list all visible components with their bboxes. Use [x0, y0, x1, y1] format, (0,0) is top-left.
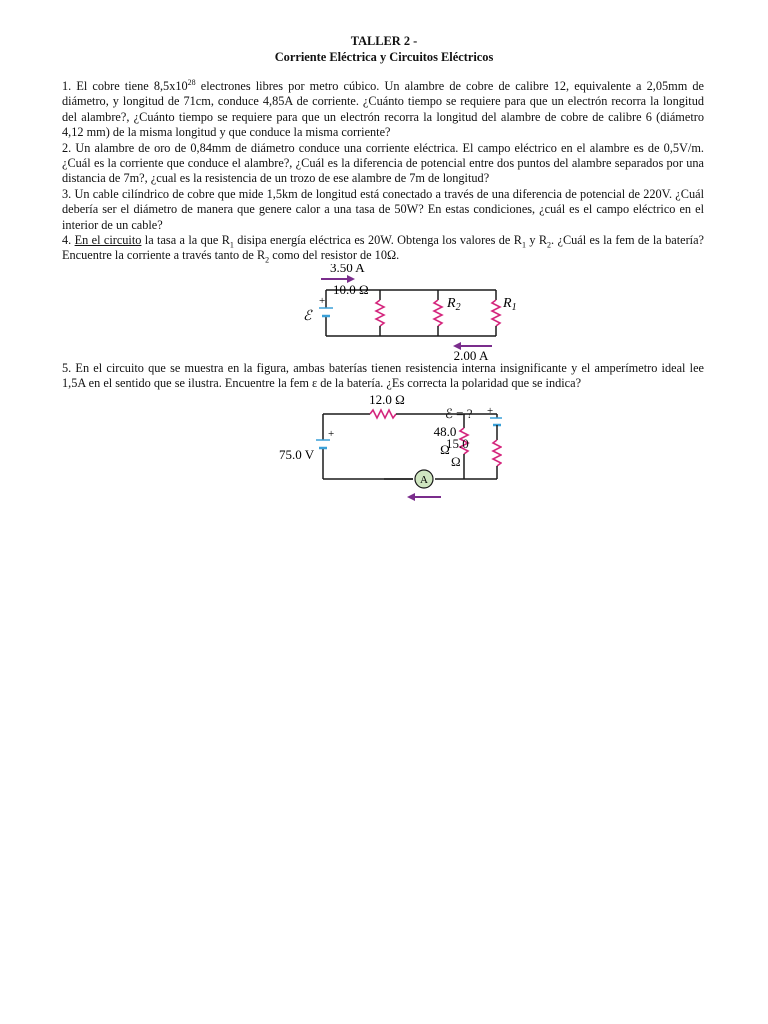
- problem-4-sub-2: 1: [521, 240, 526, 250]
- problem-4-sub-3: 2: [547, 240, 552, 250]
- right-resistor-unit: Ω: [451, 453, 461, 469]
- resistor-r2-label: $R_2$: [447, 295, 461, 313]
- problem-4-text-e: como del resistor de 10Ω.: [269, 248, 400, 263]
- right-resistor-zigzag: [493, 440, 501, 466]
- mid-resistor-unit: Ω: [440, 441, 450, 457]
- problem-1-text-a: 1. El cobre tiene 8,5x10: [62, 79, 188, 93]
- emf-label: ℰ: [303, 308, 312, 324]
- problem-4-link[interactable]: En el circuito: [74, 233, 142, 248]
- mid-resistor-value: 48.0: [433, 423, 457, 439]
- problem-2: 2. Un alambre de oro de 0,84mm de diámetro conduce una corriente eléctrica. El campo eléctrico en el alambre es de 0,5V/m. ¿Cuál es la corriente que conduce el alambre?, ¿Cuál es la diferencia de potencial entre dos puntos del alambre separados por una distancia de 7m?, ¿cual es la resistencia de un trozo de ese alambre de 7m de longitud?: [62, 140, 704, 186]
- top-resistor-label: 12.0 Ω: [369, 393, 405, 407]
- problem-list: [62, 79, 704, 509]
- left-battery-label: 75.0 V: [279, 446, 315, 462]
- bottom-current-label: 2.00 A: [453, 347, 489, 361]
- document-header: [0, 33, 768, 65]
- left-battery-plus: +: [328, 427, 335, 440]
- resistor-10-zigzag: [376, 300, 384, 326]
- top-resistor-zigzag: [370, 410, 396, 418]
- right-resistor-value: 15.0: [446, 435, 469, 451]
- problem-4-text-c: y R: [525, 233, 548, 248]
- problem-4-sub-1: 1: [229, 240, 234, 250]
- resistor-r1-label: $R_1$: [503, 295, 517, 313]
- ammeter-label: A: [420, 473, 428, 486]
- resistor-r1-zigzag: [492, 300, 500, 326]
- problem-4-number: 4.: [62, 233, 75, 248]
- figure-1-container: [62, 264, 704, 361]
- resistor-r2-zigzag: [434, 300, 442, 326]
- problem-1-exponent: 28: [187, 77, 196, 87]
- figure-2-container: [62, 392, 704, 509]
- circuit-diagram-1: [295, 264, 535, 361]
- problem-5: 5. En el circuito que se muestra en la figura, ambas baterías tienen resistencia interna insignificante y el amperímetro ideal lee 1,5A en el sentido que se ilustra. Encuentre la fem ε de la batería. ¿Es correcta la polaridad que se indica?: [62, 360, 704, 391]
- problem-3: 3. Un cable cilíndrico de cobre que mide 1,5km de longitud está conectado a través de una diferencia de potencial de 220V. ¿Cuál debería ser el diámetro de manera que genere calor a una tasa de 50W? En estas condiciones, ¿cuál es el campo eléctrico en el interior de un cable?: [62, 186, 704, 232]
- problem-4-text-d: . ¿Cuál es la fem de la batería? Encuentre la corriente a través tanto de R: [62, 233, 704, 263]
- problem-4-text-a: la tasa a la que R: [141, 233, 230, 248]
- problem-1-text-b: electrones libres por metro cúbico. Un alambre de cobre de calibre 12, equivalente a 2,05mm de diámetro, y longitud de 71cm, conduce 4,85A de corriente. ¿Cuánto tiempo se requiere para que un electrón recorra la longitud del alambre?, ¿Cuánto tiempo se requiere para que un electrón recorra la longitud del alambre de cobre de calibre 6 (diámetro 4,12 mm) de la misma longitud y que conduce la misma corriente?: [62, 79, 704, 140]
- problem-4-text-b: disipa energía eléctrica es 20W. Obtenga los valores de R: [233, 233, 522, 248]
- resistor-10-label: 10.0 Ω: [333, 281, 369, 297]
- right-battery-plus: +: [487, 404, 494, 417]
- problem-4-sub-4: 2: [265, 255, 270, 265]
- document-subtitle: Corriente Eléctrica y Circuitos Eléctricos: [274, 50, 494, 64]
- problem-4: [62, 233, 704, 264]
- ammeter-current-arrow-head: [407, 493, 415, 501]
- problem-1: [62, 79, 704, 141]
- battery-plus-sign: +: [319, 294, 326, 307]
- top-current-label: 3.50 A: [330, 263, 365, 275]
- right-battery-emf-label: ℰ = ?: [445, 405, 473, 421]
- document-title: TALLER 2 -: [350, 34, 418, 48]
